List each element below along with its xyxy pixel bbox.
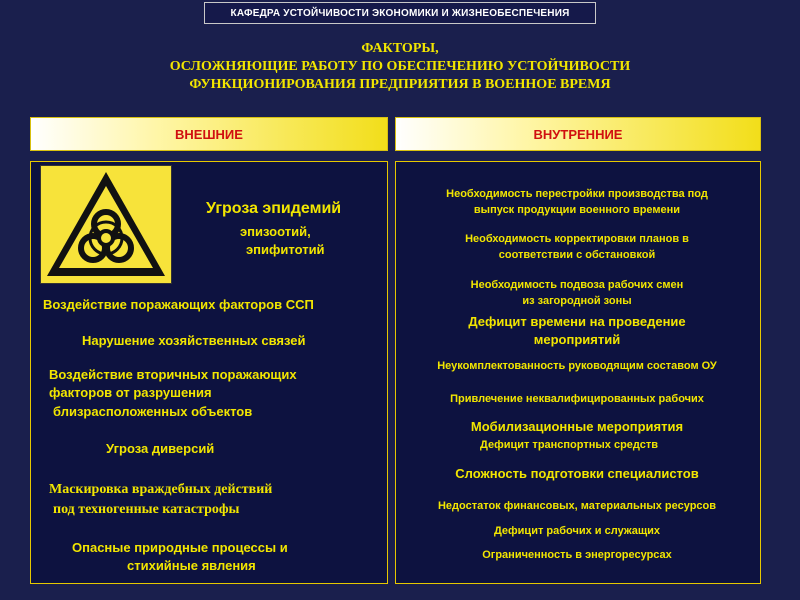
internal-item-mobilization: Мобилизационные мероприятия [470, 419, 684, 434]
internal-item-time-deficit-2: мероприятий [533, 332, 621, 347]
external-item-secondary-2: факторов от разрушения [49, 385, 212, 400]
external-item-masking-1: Маскировка враждебных действий [49, 482, 273, 497]
external-item-natural-1: Опасные природные процессы и [72, 540, 288, 555]
external-item-natural-2: стихийные явления [127, 558, 256, 573]
external-item-ssp: Воздействие поражающих факторов ССП [43, 297, 314, 312]
external-item-economic-links: Нарушение хозяйственных связей [82, 333, 306, 348]
internal-item-transport-deficit: Дефицит транспортных средств [479, 439, 659, 451]
external-item-secondary-1: Воздействие вторичных поражающих [49, 367, 297, 382]
internal-column-header: ВНУТРЕННИЕ [395, 117, 761, 151]
internal-item-restructuring-2: выпуск продукции военного времени [473, 204, 681, 216]
external-item-secondary-3: близрасположенных объектов [53, 404, 253, 419]
internal-item-plan-correction-2: соответствии с обстановкой [498, 249, 656, 261]
external-column-header: ВНЕШНИЕ [30, 117, 388, 151]
internal-item-time-deficit-1: Дефицит времени на проведение [468, 314, 686, 329]
internal-item-shift-transport [396, 277, 758, 309]
internal-item-plan-correction [396, 231, 758, 263]
internal-item-training: Сложность подготовки специалистов [455, 466, 699, 481]
internal-item-restructuring [396, 186, 758, 218]
title-line-1: ФАКТОРЫ, [361, 41, 439, 56]
title-line-3: ФУНКЦИОНИРОВАНИЯ ПРЕДПРИЯТИЯ В ВОЕННОЕ ВРЕМЯ [189, 77, 611, 92]
biohazard-icon [40, 165, 172, 284]
internal-item-resources: Недостаток финансовых, материальных ресурсов [437, 500, 717, 512]
department-header: КАФЕДРА УСТОЙЧИВОСТИ ЭКОНОМИКИ И ЖИЗНЕОБЕСПЕЧЕНИЯ [204, 2, 596, 24]
internal-item-energy: Ограниченность в энергоресурсах [482, 549, 672, 561]
external-item-sabotage: Угроза диверсий [106, 441, 215, 456]
page-title [80, 40, 720, 94]
title-line-2: ОСЛОЖНЯЮЩИЕ РАБОТУ ПО ОБЕСПЕЧЕНИЮ УСТОЙЧИВОСТИ [169, 59, 631, 74]
external-item-masking-2: под техногенные катастрофы [53, 502, 240, 517]
internal-factors-panel [395, 161, 761, 584]
internal-item-shift-transport-2: из загородной зоны [522, 295, 632, 307]
epidemic-threat-title: Угроза эпидемий [206, 200, 342, 217]
internal-item-unskilled-workers: Привлечение неквалифицированных рабочих [450, 393, 704, 405]
internal-item-time-deficit [396, 313, 758, 349]
internal-item-restructuring-1: Необходимость перестройки производства под [446, 188, 708, 200]
epidemic-threat-sub-2: эпифитотий [246, 242, 325, 257]
internal-item-workers-deficit: Дефицит рабочих и служащих [493, 525, 661, 537]
epidemic-threat-sub-1: эпизоотий, [240, 224, 311, 239]
internal-item-shift-transport-1: Необходимость подвоза рабочих смен [470, 279, 684, 291]
internal-item-plan-correction-1: Необходимость корректировки планов в [465, 233, 689, 245]
internal-item-management-staff: Неукомплектованность руководящим составом ОУ [437, 360, 717, 372]
